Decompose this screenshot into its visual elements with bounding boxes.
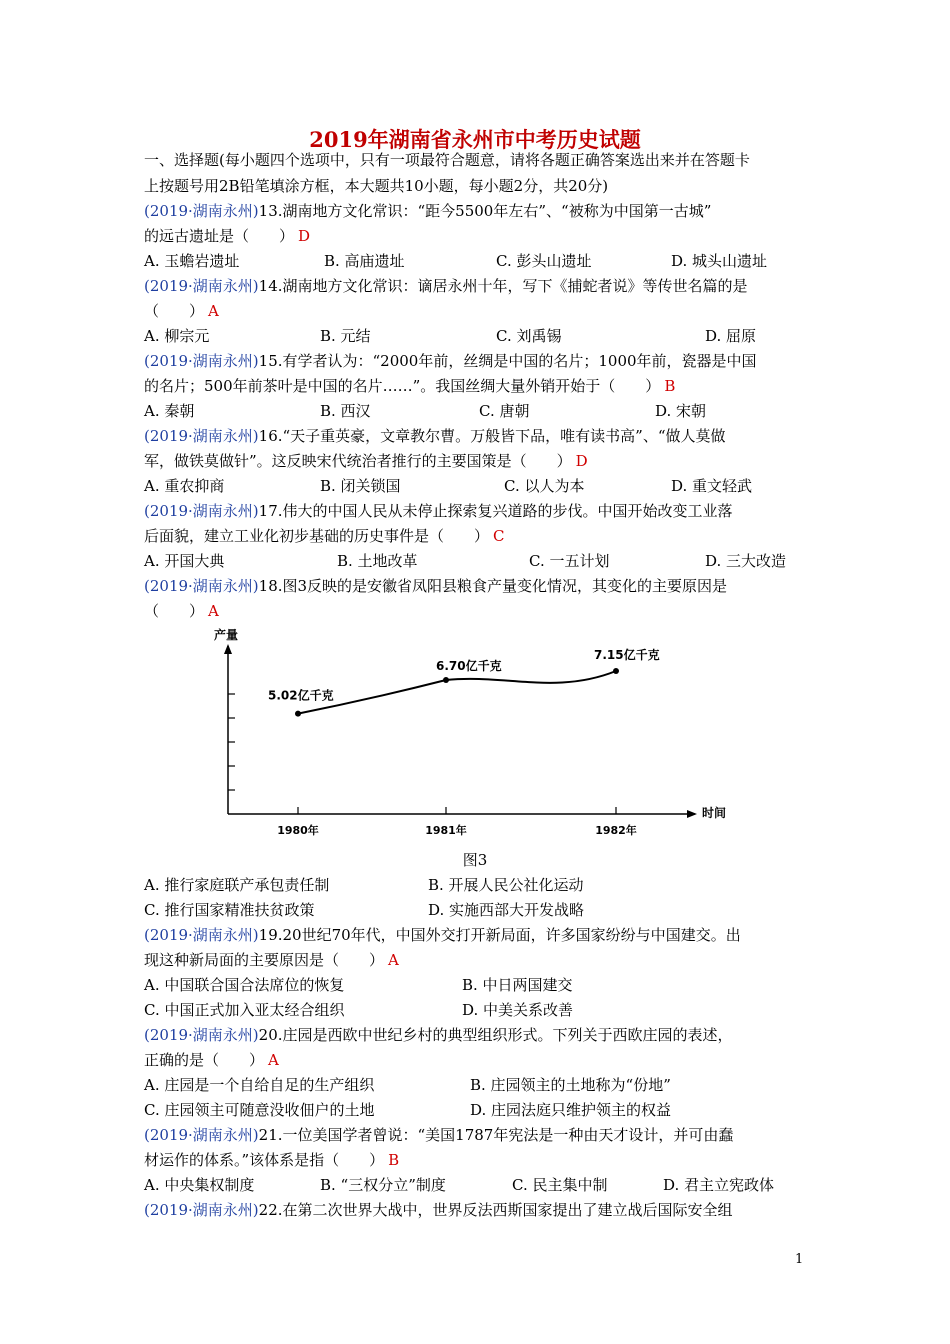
option-b: B. 中日两国建交 — [462, 976, 573, 994]
option-a: A. 开国大典 — [144, 552, 225, 570]
question-21-line1: (2019·湖南永州)21.一位美国学者曾说：“美国1787年宪法是一种由天才设计，并可由蠢 — [144, 1126, 734, 1144]
question-15-line2: 的名片；500年前茶叶是中国的名片……”。我国丝绸大量外销开始于（ ） B — [144, 377, 676, 395]
option-a: A. 柳宗元 — [144, 327, 210, 345]
data-label: 6.70亿千克 — [436, 659, 502, 673]
question-13-stem: 13.湖南地方文化常识：“距今5500年左右”、“被称为中国第一古城” — [258, 202, 712, 220]
page-title: 2019年湖南省永州市中考历史试题 — [309, 127, 641, 152]
question-14-options — [144, 325, 814, 347]
data-label: 5.02亿千克 — [268, 688, 334, 703]
option-b: B. 高庙遗址 — [324, 252, 405, 270]
question-13-line1 — [144, 200, 814, 222]
question-13-answer: D — [298, 227, 311, 245]
option-b: B. 元结 — [320, 327, 371, 345]
option-d: D. 实施西部大开发战略 — [428, 901, 585, 919]
option-d: D. 三大改造 — [705, 552, 787, 570]
question-20-line2: 正确的是（ ） A — [144, 1051, 279, 1069]
question-16-options — [144, 475, 814, 497]
question-13-options — [144, 250, 814, 272]
question-21-stem: 21.一位美国学者曾说：“美国1787年宪法是一种由天才设计，并可由蠢 — [258, 1126, 734, 1144]
option-c: C. 推行国家精准扶贫政策 — [144, 901, 315, 919]
question-17-options — [144, 550, 814, 572]
option-d: D. 君主立宪政体 — [663, 1176, 775, 1194]
option-c: C. 庄园领主可随意没收佃户的土地 — [144, 1101, 375, 1119]
question-14-line1: (2019·湖南永州)14.湖南地方文化常识：谪居永州十年，写下《捕蛇者说》等传世名篇的是 — [144, 277, 748, 295]
grain-output-line-chart — [200, 624, 760, 850]
source-tag: (2019·湖南永州) — [144, 202, 259, 220]
question-16-answer: D — [575, 452, 588, 470]
question-19-answer: A — [388, 951, 399, 969]
option-c: C. 彭头山遗址 — [496, 252, 592, 270]
option-b: B. 土地改革 — [337, 552, 418, 570]
question-18-options-row2 — [144, 899, 814, 921]
section-instructions-line2: 上按题号用2B铅笔填涂方框，本大题共10小题，每小题2分，共20分) — [144, 177, 609, 195]
question-19-options-row2 — [144, 999, 814, 1021]
section-instructions-line1: 一、选择题(每小题四个选项中，只有一项最符合题意，请将各题正确答案选出来并在答题卡 — [144, 151, 750, 169]
question-18-options-row1 — [144, 874, 814, 896]
option-c: C. 刘禹锡 — [496, 327, 562, 345]
question-18-line1: (2019·湖南永州)18.图3反映的是安徽省凤阳县粮食产量变化情况，其变化的主要原因是 — [144, 577, 728, 595]
question-13-line2: 的远古遗址是（ ） D — [144, 227, 311, 245]
x-axis-ticks — [277, 807, 637, 837]
data-label: 7.15亿千克 — [594, 648, 660, 662]
data-point — [443, 677, 449, 683]
question-16-line2: 军，做铁莫做针”。这反映宋代统治者推行的主要国策是（ ） D — [144, 452, 588, 470]
data-points — [268, 647, 660, 717]
option-c: C. 以人为本 — [504, 477, 585, 495]
option-b: B. 闭关锁国 — [320, 477, 401, 495]
question-20-options-row2 — [144, 1099, 814, 1121]
question-17-stem: 17.伟大的中国人民从未停止探索复兴道路的步伐。中国开始改变工业落 — [258, 502, 733, 520]
question-22-stem: 22.在第二次世界大战中，世界反法西斯国家提出了建立战后国际安全组 — [258, 1201, 733, 1219]
question-20-options-row1 — [144, 1074, 814, 1096]
option-d: D. 重文轻武 — [671, 477, 753, 495]
question-15-answer: B — [664, 377, 676, 395]
option-b: B. 庄园领主的土地称为“份地” — [470, 1076, 671, 1094]
data-point — [613, 668, 619, 674]
option-a: A. 中央集权制度 — [144, 1176, 255, 1194]
option-c: C. 一五计划 — [529, 552, 610, 570]
question-20-answer: A — [268, 1051, 279, 1069]
question-20-stem: 20.庄园是西欧中世纪乡村的典型组织形式。下列关于西欧庄园的表述， — [258, 1026, 733, 1044]
option-b: B. 开展人民公社化运动 — [428, 876, 584, 894]
question-22-line1: (2019·湖南永州)22.在第二次世界大战中，世界反法西斯国家提出了建立战后国际安全组 — [144, 1201, 733, 1219]
question-19-line2: 现这种新局面的主要原因是（ ） A — [144, 951, 399, 969]
question-21-line2: 材运作的体系。”该体系是指（ ） B — [144, 1151, 400, 1169]
question-18-answer: A — [208, 602, 219, 620]
question-16-line1: (2019·湖南永州)16.“天子重英豪，文章教尔曹。万般皆下品，唯有读书高”、“做人莫做 — [144, 427, 726, 445]
option-d: D. 中美关系改善 — [462, 1001, 574, 1019]
option-a: A. 重农抑商 — [144, 477, 225, 495]
option-c: C. 唐朝 — [479, 402, 530, 420]
x-tick-label: 1982年 — [595, 824, 637, 837]
question-17-answer: C — [493, 527, 505, 545]
question-17-line2: 后面貌，建立工业化初步基础的历史事件是（ ） C — [144, 527, 505, 545]
question-14-line2: （ ） A — [144, 302, 219, 320]
option-a: A. 玉蟾岩遗址 — [144, 252, 240, 270]
y-axis-label: 产量 — [214, 628, 239, 642]
data-point — [295, 711, 301, 717]
option-a: A. 庄园是一个自给自足的生产组织 — [144, 1076, 375, 1094]
option-d: D. 城头山遗址 — [671, 252, 768, 270]
question-21-options — [144, 1174, 814, 1196]
option-b: B. 西汉 — [320, 402, 371, 420]
question-19-options-row1 — [144, 974, 814, 996]
option-b: B. “三权分立”制度 — [320, 1176, 446, 1194]
option-c: C. 中国正式加入亚太经合组织 — [144, 1001, 345, 1019]
question-15-stem: 15.有学者认为：“2000年前，丝绸是中国的名片；1000年前，瓷器是中国 — [258, 352, 757, 370]
question-21-answer: B — [388, 1151, 400, 1169]
option-a: A. 中国联合国合法席位的恢复 — [144, 976, 345, 994]
option-d: D. 宋朝 — [655, 402, 707, 420]
y-axis-ticks — [228, 694, 235, 790]
question-14-answer: A — [208, 302, 219, 320]
question-15-line1: (2019·湖南永州)15.有学者认为：“2000年前，丝绸是中国的名片；1000年前，瓷器是中国 — [144, 352, 757, 370]
x-tick-label: 1981年 — [425, 824, 467, 837]
series-line — [298, 671, 616, 714]
question-14-stem: 14.湖南地方文化常识：谪居永州十年，写下《捕蛇者说》等传世名篇的是 — [258, 277, 748, 295]
option-c: C. 民主集中制 — [512, 1176, 608, 1194]
question-18-stem: 18.图3反映的是安徽省凤阳县粮食产量变化情况，其变化的主要原因是 — [258, 577, 728, 595]
question-19-line1: (2019·湖南永州)19.20世纪70年代，中国外交打开新局面，许多国家纷纷与中国建交。出 — [144, 926, 741, 944]
option-a: A. 秦朝 — [144, 402, 195, 420]
question-17-line1: (2019·湖南永州)17.伟大的中国人民从未停止探索复兴道路的步伐。中国开始改变工业落 — [144, 502, 733, 520]
x-tick-label: 1980年 — [277, 824, 319, 837]
page-number: 1 — [795, 1252, 804, 1267]
option-d: D. 庄园法庭只维护领主的权益 — [470, 1101, 672, 1119]
question-20-line1: (2019·湖南永州)20.庄园是西欧中世纪乡村的典型组织形式。下列关于西欧庄园的表述， — [144, 1026, 733, 1044]
question-15-options — [144, 400, 814, 422]
option-a: A. 推行家庭联产承包责任制 — [144, 876, 330, 894]
question-19-stem: 19.20世纪70年代，中国外交打开新局面，许多国家纷纷与中国建交。出 — [258, 926, 741, 944]
question-18-line2: （ ） A — [144, 602, 219, 620]
figure-caption: 图3 — [462, 851, 488, 869]
x-axis-label: 时间 — [702, 806, 727, 820]
option-d: D. 屈原 — [705, 327, 757, 345]
question-16-stem: 16.“天子重英豪，文章教尔曹。万般皆下品，唯有读书高”、“做人莫做 — [258, 427, 726, 445]
